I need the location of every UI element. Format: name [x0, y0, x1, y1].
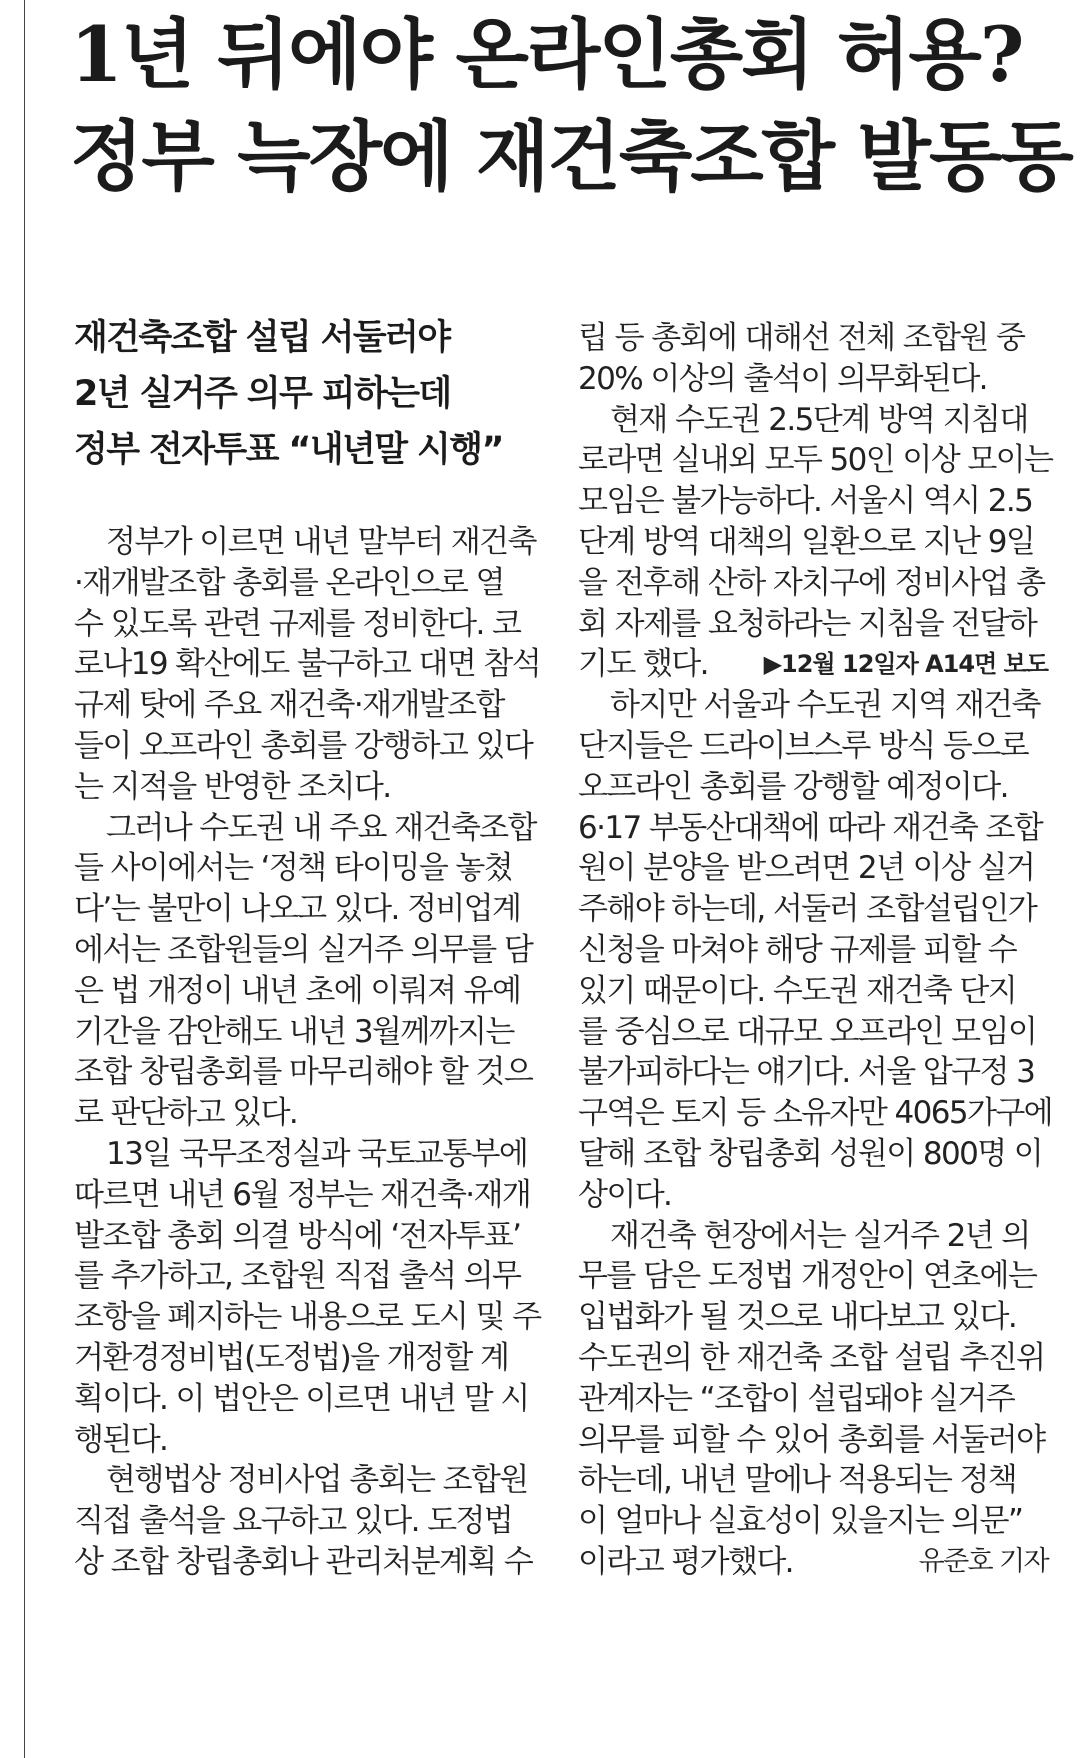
- body-line: 은 법 개정이 내년 초에 이뤄져 유예: [74, 972, 521, 1009]
- subheadline-line-1: 재건축조합 설립 서둘러야: [74, 318, 450, 358]
- body-line: 다’는 불만이 나오고 있다. 정비업계: [74, 891, 521, 928]
- headline-line-2: 정부 늑장에 재건축조합 발동동: [70, 112, 1072, 201]
- article-headline: [70, 4, 1070, 208]
- headline-line-1: 1년 뒤에야 온라인총회 허용?: [70, 10, 1023, 99]
- article-body-left: [74, 522, 544, 1583]
- body-line: 조항을 폐지하는 내용으로 도시 및 주: [74, 1299, 541, 1336]
- body-line: 상이다.: [578, 1176, 672, 1213]
- body-line: 하지만 서울과 수도권 지역 재건축: [610, 687, 1040, 724]
- body-line: 획이다. 이 법안은 이르면 내년 말 시: [74, 1380, 529, 1417]
- body-line: 수 있도록 관련 규제를 정비한다. 코: [74, 605, 521, 642]
- body-line: 주해야 하는데, 서둘러 조합설립인가: [578, 891, 1037, 928]
- body-line: 신청을 마쳐야 해당 규제를 피할 수: [578, 931, 1017, 968]
- body-line: 직접 출석을 요구하고 있다. 도정법: [74, 1503, 513, 1540]
- body-line: 행된다.: [74, 1421, 168, 1458]
- body-line: 달해 조합 창립총회 성원이 800명 이: [578, 1135, 1043, 1172]
- body-line: 단계 방역 대책의 일환으로 지난 9일: [578, 523, 1035, 560]
- article-subheadline: [74, 310, 544, 478]
- body-line: ·재개발조합 총회를 온라인으로 열: [74, 564, 504, 601]
- body-line: 오프라인 총회를 강행할 예정이다.: [578, 768, 1008, 805]
- body-line: 이 얼마나 실효성이 있을지는 의문”: [578, 1503, 1023, 1540]
- subheadline-line-2: 2년 실거주 의무 피하는데: [74, 374, 451, 414]
- body-line: 무를 담은 도정법 개정안이 연초에는: [578, 1258, 1037, 1295]
- body-line: 단지들은 드라이브스루 방식 등으로: [578, 727, 1028, 764]
- body-line: 하는데, 내년 말에나 적용되는 정책: [578, 1462, 1017, 1499]
- body-line: 로 판단하고 있다.: [74, 1095, 298, 1132]
- body-line-with-byline: [578, 1542, 1048, 1583]
- body-line: 거환경정비법(도정법)을 개정할 계: [74, 1339, 509, 1376]
- body-line: 들 사이에서는 ‘정책 타이밍을 놓쳤: [74, 850, 513, 887]
- body-line: 를 중심으로 대규모 오프라인 모임이: [578, 1013, 1037, 1050]
- body-line: 따르면 내년 6월 정부는 재건축·재개: [74, 1176, 531, 1213]
- body-line: 구역은 토지 등 소유자만 4065가구에: [578, 1095, 1053, 1132]
- body-line: 이라고 평가했다.: [578, 1543, 793, 1580]
- body-line-with-reference: [578, 644, 1048, 685]
- body-line: 에서는 조합원들의 실거주 의무를 담: [74, 931, 533, 968]
- body-line: 조합 창립총회를 마무리해야 할 것으: [74, 1054, 533, 1091]
- body-line: 기간을 감안해도 내년 3월께까지는: [74, 1013, 514, 1050]
- body-line: 6·17 부동산대책에 따라 재건축 조합: [578, 809, 1043, 846]
- body-line: 있기 때문이다. 수도권 재건축 단지: [578, 972, 1017, 1009]
- reporter-byline: 유준호 기자: [918, 1545, 1048, 1577]
- body-line: 재건축 현장에서는 실거주 2년 의: [610, 1217, 1030, 1254]
- body-line: 를 추가하고, 조합원 직접 출석 의무: [74, 1258, 521, 1295]
- body-line: 모임은 불가능하다. 서울시 역시 2.5: [578, 483, 1033, 520]
- body-line: 입법화가 될 것으로 내다보고 있다.: [578, 1299, 1017, 1336]
- body-line: 20% 이상의 출석이 의무화된다.: [578, 360, 987, 397]
- body-line: 는 지적을 반영한 조치다.: [74, 768, 391, 805]
- body-line: 규제 탓에 주요 재건축·재개발조합: [74, 687, 504, 724]
- body-line: 관계자는 “조합이 설립돼야 실거주: [578, 1380, 1015, 1417]
- body-line: 원이 분양을 받으려면 2년 이상 실거: [578, 850, 1035, 887]
- article-column-left: [74, 310, 544, 1583]
- body-line: 을 전후해 산하 자치구에 정비사업 총: [578, 564, 1045, 601]
- body-line: 현행법상 정비사업 총회는 조합원: [106, 1462, 528, 1499]
- article-column-right: [578, 318, 1053, 1583]
- body-line: 수도권의 한 재건축 조합 설립 추진위: [578, 1339, 1045, 1376]
- body-line: 13일 국무조정실과 국토교통부에: [106, 1135, 528, 1172]
- reference-note: ▶12월 12일자 A14면 보도: [763, 650, 1048, 679]
- body-line: 립 등 총회에 대해선 전체 조합원 중: [578, 320, 1025, 356]
- body-line: 상 조합 창립총회나 관리처분계획 수: [74, 1543, 533, 1580]
- body-line: 로나19 확산에도 불구하고 대면 참석: [74, 646, 541, 683]
- body-line: 그러나 수도권 내 주요 재건축조합: [106, 809, 536, 846]
- body-line: 회 자제를 요청하라는 지침을 전달하: [578, 605, 1037, 642]
- subheadline-line-3: 정부 전자투표 “내년말 시행”: [74, 430, 503, 470]
- body-line: 정부가 이르면 내년 말부터 재건축: [106, 524, 536, 560]
- page-left-rule: [24, 0, 25, 1758]
- body-line: 기도 했다.: [578, 646, 708, 683]
- body-line: 의무를 피할 수 있어 총회를 서둘러야: [578, 1421, 1045, 1458]
- body-line: 불가피하다는 얘기다. 서울 압구정 3: [578, 1054, 1035, 1091]
- body-line: 현재 수도권 2.5단계 방역 지침대: [610, 401, 1028, 438]
- body-line: 발조합 총회 의결 방식에 ‘전자투표’: [74, 1217, 521, 1254]
- body-line: 들이 오프라인 총회를 강행하고 있다: [74, 727, 533, 764]
- body-line: 로라면 실내외 모두 50인 이상 모이는: [578, 442, 1053, 479]
